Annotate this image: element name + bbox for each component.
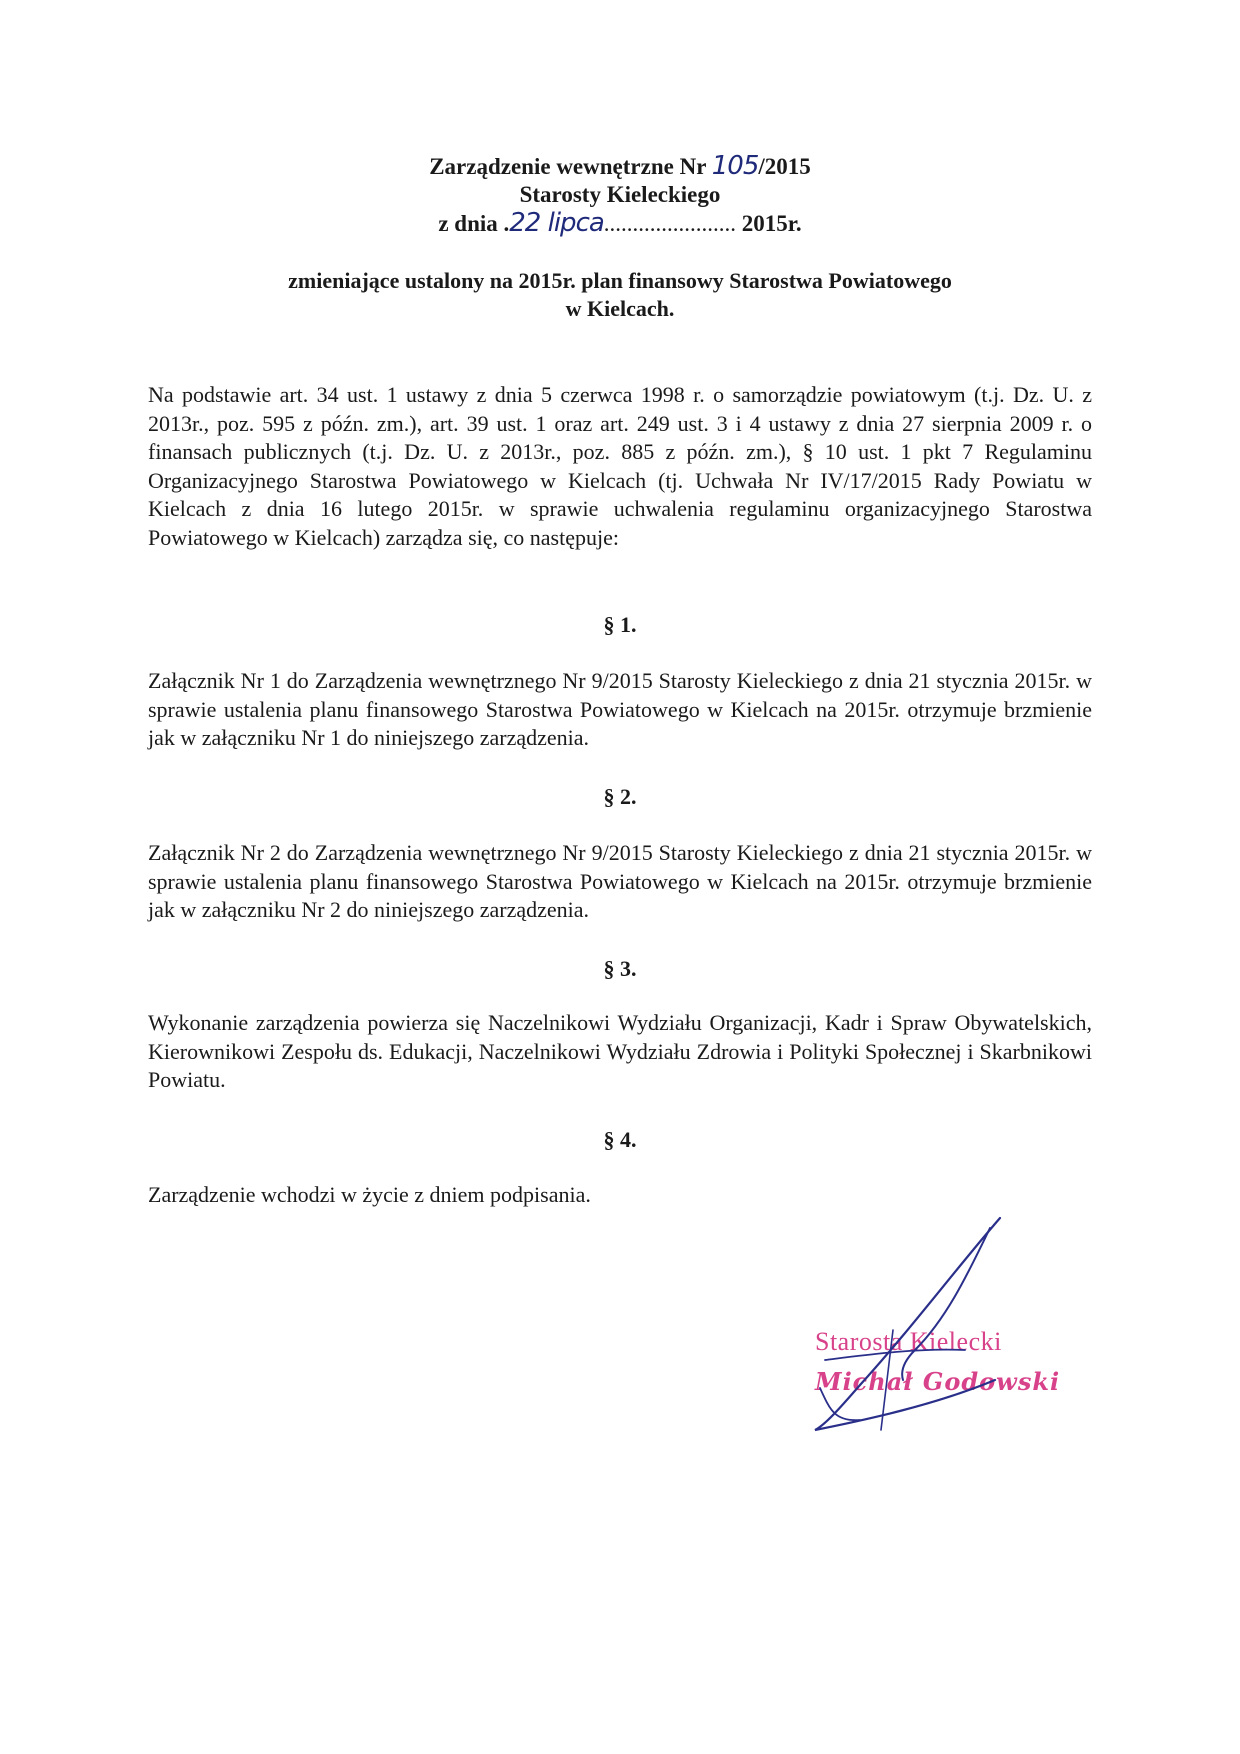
header-title-line — [0, 152, 1240, 181]
section-mark-4: § 4. — [603, 1127, 637, 1152]
header-date-line — [0, 209, 1240, 238]
header-date-dots: ....................... — [603, 211, 737, 236]
header-title-year: /2015 — [758, 154, 811, 179]
stamp-name: Michał Godowski — [815, 1367, 1061, 1396]
document-header — [0, 152, 1240, 238]
header-date-year: 2015r. — [736, 211, 802, 236]
subject-line-1: zmieniające ustalony na 2015r. plan finansowy Starostwa Powiatowego — [288, 268, 952, 293]
header-issuer: Starosty Kieleckiego — [519, 182, 721, 207]
handwritten-signature — [805, 1210, 1065, 1440]
stamp-title: Starosta Kielecki — [815, 1327, 1002, 1356]
subject-line-2: w Kielcach. — [565, 296, 675, 321]
section-mark-2: § 2. — [603, 784, 637, 809]
handwritten-number: 105 — [711, 151, 759, 181]
section-text-4: Zarządzenie wchodzi w życie z dniem podpisania. — [148, 1182, 591, 1207]
preamble-paragraph: Na podstawie art. 34 ust. 1 ustawy z dnia 5 czerwca 1998 r. o samorządzie powiatowym (t.j. Dz. U. z 2013r., poz. 595 z późn. zm.), art. 39 ust. 1 oraz art. 249 ust. 3 i 4 ustawy z dnia 27 sierpnia 2009 r. o finansach publicznych (t.j. Dz. U. z 2013r., poz. 885 z późn. zm.), § 10 ust. 1 pkt 7 Regulaminu Organizacyjnego Starostwa Powiatowego w Kielcach (tj. Uchwała Nr IV/17/2015 Rady Powiatu w Kielcach z dnia 16 lutego 2015r. w sprawie uchwalenia regulaminu organizacyjnego Starostwa Powiatowego w Kielcach) zarządza się, co następuje: — [148, 382, 1092, 550]
document-subject — [0, 267, 1240, 323]
handwritten-date: 22 lipca — [509, 208, 604, 238]
header-date-prefix: z dnia . — [438, 211, 510, 236]
section-mark-3: § 3. — [603, 956, 637, 981]
section-mark-1: § 1. — [603, 612, 637, 637]
header-title-text: Zarządzenie wewnętrzne Nr — [429, 154, 712, 179]
section-text-3: Wykonanie zarządzenia powierza się Naczelnikowi Wydziału Organizacji, Kadr i Spraw Obywatelskich, Kierownikowi Zespołu ds. Edukacji, Naczelnikowi Wydziału Zdrowia i Polityki Społecznej i Skarbnikowi Powiatu. — [148, 1010, 1092, 1092]
section-text-1: Załącznik Nr 1 do Zarządzenia wewnętrznego Nr 9/2015 Starosty Kieleckiego z dnia 21 stycznia 2015r. w sprawie ustalenia planu finansowego Starostwa Powiatowego w Kielcach na 2015r. otrzymuje brzmienie jak w załączniku Nr 1 do niniejszego zarządzenia. — [148, 668, 1092, 750]
section-text-2: Załącznik Nr 2 do Zarządzenia wewnętrznego Nr 9/2015 Starosty Kieleckiego z dnia 21 stycznia 2015r. w sprawie ustalenia planu finansowego Starostwa Powiatowego w Kielcach na 2015r. otrzymuje brzmienie jak w załączniku Nr 2 do niniejszego zarządzenia. — [148, 840, 1092, 922]
